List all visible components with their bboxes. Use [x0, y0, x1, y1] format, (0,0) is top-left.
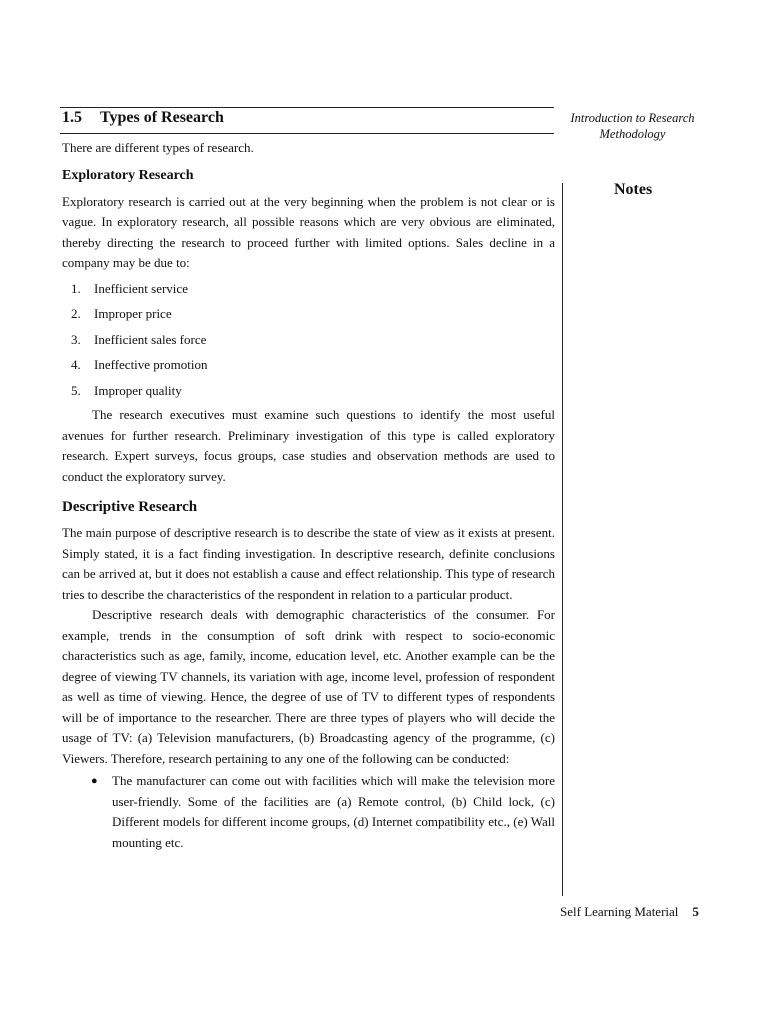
descriptive-heading: Descriptive Research: [62, 499, 198, 516]
list-text: Inefficient sales force: [94, 331, 207, 347]
list-item: [62, 327, 555, 353]
list-number: 5.: [71, 382, 81, 398]
exploratory-paragraph-2: The research executives must examine such questions to identify the most useful avenues for further research. Preliminary investigation of this type is called exploratory research. Expert surveys, focus groups, case studies and observation methods are used to conduct the exploratory survey.: [62, 407, 555, 484]
list-number: 2.: [71, 306, 81, 322]
descriptive-paragraph-1: The main purpose of descriptive research is to describe the state of view as it exists at present. Simply stated, it is a fact finding investigation. In descriptive research, definite conclusions can be arrived at, but it does not establish a cause and effect relationship. This type of research tries to describe the characteristics of the respondent in relation to a particular product.: [62, 525, 555, 602]
bullet-text: The manufacturer can come out with facilities which will make the television more user-friendly. Some of the facilities are (a) Remote control, (b) Child lock, (c) Different models for different income groups, (d) Internet compatibility etc., (e) Wall mounting etc.: [112, 773, 555, 850]
bullet-icon: ●: [91, 775, 98, 788]
notes-label: Notes: [614, 181, 653, 198]
side-running-title: Introduction to Research Methodology: [570, 111, 695, 141]
list-number: 1.: [71, 280, 81, 296]
list-text: Improper price: [94, 306, 172, 322]
bullet-item: [62, 771, 555, 853]
list-item: [62, 276, 555, 302]
page-number: 5: [692, 904, 699, 919]
top-rule: [60, 107, 554, 108]
intro-text: There are different types of research.: [62, 140, 254, 155]
list-text: Improper quality: [94, 382, 182, 398]
main-content: [62, 138, 555, 853]
list-item: [62, 352, 555, 378]
sales-decline-causes-list: [62, 276, 555, 404]
footer-label: Self Learning Material: [560, 904, 679, 919]
list-number: 4.: [71, 357, 81, 373]
section-number: 1.5: [62, 109, 82, 126]
list-item: [62, 301, 555, 327]
list-text: Ineffective promotion: [94, 357, 208, 373]
page-footer: [560, 904, 699, 920]
section-title: Types of Research: [100, 109, 224, 126]
heading-rule: [60, 133, 554, 134]
exploratory-heading: Exploratory Research: [62, 167, 194, 183]
exploratory-paragraph-1: Exploratory research is carried out at the very beginning when the problem is not clear or is vague. In exploratory research, all possible reasons which are very obvious are eliminated, thereby directing the research to proceed further with limited options. Sales decline in a company may be due to:: [62, 193, 555, 270]
section-heading: [62, 109, 224, 127]
bullet-list: [62, 771, 555, 853]
notes-margin-line: [562, 183, 563, 896]
list-text: Inefficient service: [94, 280, 188, 296]
list-item: [62, 378, 555, 404]
descriptive-paragraph-2: Descriptive research deals with demographic characteristics of the consumer. For example, trends in the consumption of soft drink with respect to socio-economic characteristics such as age, family, income, education level, etc. Another example can be the degree of viewing TV channels, its variation with age, income level, profession of respondent as well as time of viewing. Hence, the degree of use of TV to different types of respondents will be of importance to the researcher. There are three types of players who will decide the usage of TV: (a) Television manufacturers, (b) Broadcasting agency of the programme, (c) Viewers. Therefore, research pertaining to any one of the following can be conducted:: [62, 607, 555, 766]
list-number: 3.: [71, 331, 81, 347]
